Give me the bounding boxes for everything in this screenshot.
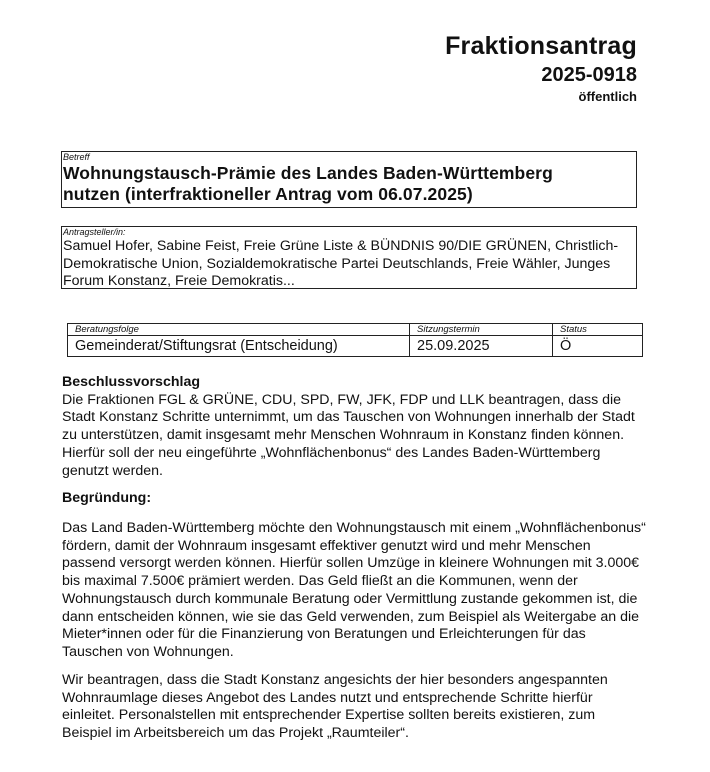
document-number: 2025-0918 [541, 64, 637, 86]
cell-consultation: Gemeinderat/Stiftungsrat (Entscheidung) [68, 336, 410, 357]
reasoning-paragraph-2-block [62, 672, 647, 743]
document-header [445, 30, 637, 106]
consultation-table [67, 323, 643, 357]
reasoning-title: Begründung: [62, 490, 152, 506]
proposal-section [62, 374, 647, 480]
cell-session-date: 25.09.2025 [410, 336, 553, 357]
reasoning-title-block [62, 490, 647, 508]
table-header-row [68, 324, 643, 336]
visibility-status: öffentlich [578, 89, 637, 104]
proposal-title: Beschlussvorschlag [62, 374, 200, 390]
column-header-session-date: Sitzungstermin [410, 324, 553, 336]
subject-line-2: nutzen (interfraktioneller Antrag vom 06.07.2025) [63, 184, 473, 204]
applicants-label: Antragsteller/in: [63, 227, 126, 237]
applicants-box [61, 226, 637, 289]
applicants-text: Samuel Hofer, Sabine Feist, Freie Grüne Liste & BÜNDNIS 90/DIE GRÜNEN, Christlich-Demokratische Union, Sozialdemokratische Partei Deutschlands, Freie Wähler, Junges Forum Konstanz, Freie Demokratis... [63, 238, 619, 289]
reasoning-paragraph: Wir beantragen, dass die Stadt Konstanz angesichts der hier besonders angespannten Wohnraumlage dieses Angebot des Landes nutzt und entsprechende Schritte hierfür einleitet. Personalstellen mit entsprechender Expertise sollten bereits existieren, zum Beispiel im Arbeitsbereich um das Projekt „Raumteiler“. [62, 672, 608, 742]
subject-line-1: Wohnungstausch-Prämie des Landes Baden-Württemberg [63, 163, 553, 183]
reasoning-paragraph-1-block [62, 520, 647, 662]
subject-box [61, 151, 637, 208]
table-row [68, 336, 643, 357]
reasoning-paragraph: Das Land Baden-Württemberg möchte den Wohnungstausch mit einem „Wohnflächenbonus“ fördern, damit der Wohnraum insgesamt effektiver genutzt wird und mehr Menschen passend versorgt werden können. Hierfür sollen Umzüge in kleinere Wohnungen mit 3.000€ bis maximal 7.500€ prämiert werden. Das Geld fließt an die Kommunen, wenn der Wohnungstausch durch kommunale Beratung oder Vermittlung zustande gekommen ist, die dann entscheiden können, wie sie das Geld verwenden, zum Beispiel als Weitergabe an die Mieter*innen oder für die Finanzierung von Beratungen und Erleichterungen für das Tauschen von Wohnungen. [62, 520, 646, 660]
document-type: Fraktionsantrag [445, 32, 637, 60]
column-header-consultation: Beratungsfolge [68, 324, 410, 336]
proposal-text: Die Fraktionen FGL & GRÜNE, CDU, SPD, FW, JFK, FDP und LLK beantragen, dass die Stadt Konstanz Schritte unternimmt, um das Tauschen von Wohnungen innerhalb der Stadt zu unterstützen, damit insgesamt mehr Menschen Wohnraum in Konstanz finden können. Hierfür soll der neu eingeführte „Wohnflächenbonus“ des Landes Baden-Württemberg genutzt werden. [62, 391, 635, 479]
subject-label: Betreff [63, 152, 90, 162]
cell-status: Ö [553, 336, 643, 357]
column-header-status: Status [553, 324, 643, 336]
